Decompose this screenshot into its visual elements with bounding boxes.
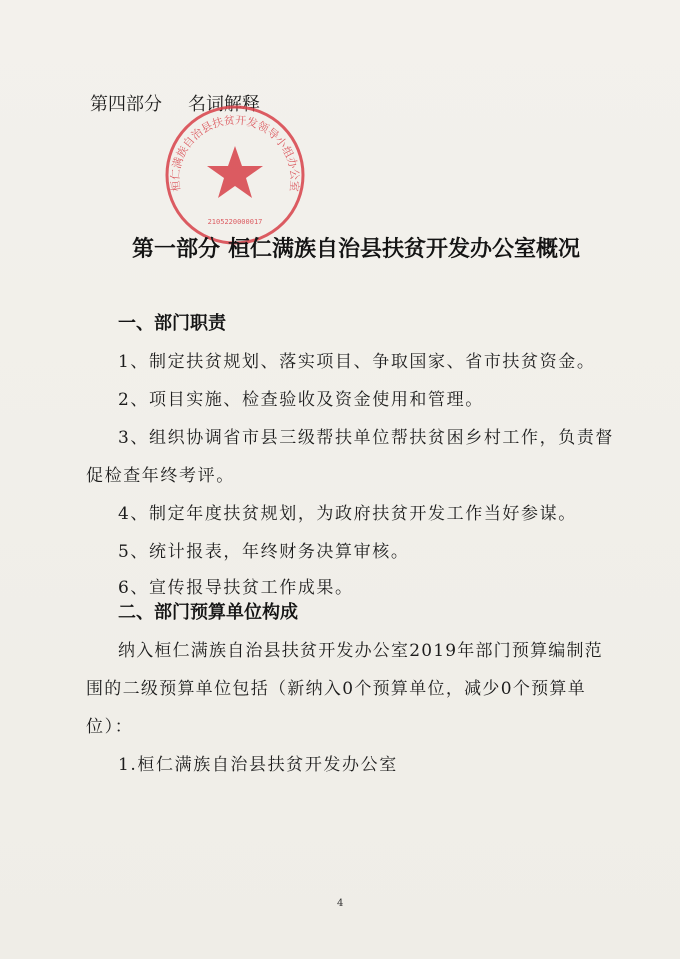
section2-para-line-3: 位）： [86, 717, 134, 737]
duty-item-2: 2、项目实施、检查验收及资金使用和管理。 [118, 390, 484, 410]
title-name: 桓仁满族自治县扶贫开发办公室概况 [228, 237, 581, 262]
seal-text: 桓仁满族自治县扶贫开发领导小组办公室 [168, 113, 302, 193]
duty-item-1: 1、制定扶贫规划、落实项目、争取国家、省市扶贫资金。 [118, 352, 596, 372]
budget-unit-item: 1.桓仁满族自治县扶贫开发办公室 [118, 755, 398, 775]
page-title [132, 232, 580, 263]
official-seal [160, 100, 310, 250]
section1-heading: 一、部门职责 [118, 313, 226, 334]
seal-star-icon [207, 146, 263, 198]
duty-item-5: 5、统计报表，年终财务决算审核。 [118, 542, 410, 562]
duty-item-3-cont: 促检查年终考评。 [86, 466, 235, 486]
duty-item-6: 6、宣传报导扶贫工作成果。 [118, 578, 354, 598]
section2-para-line-2: 围的二级预算单位包括（新纳入0个预算单位，减少0个预算单 [86, 679, 587, 699]
title-part: 第一部分 [132, 237, 221, 262]
duty-item-4: 4、制定年度扶贫规划，为政府扶贫开发工作当好参谋。 [118, 504, 577, 524]
seal-number: 2105220000017 [207, 218, 263, 226]
section2-heading: 二、部门预算单位构成 [118, 602, 298, 623]
toc-name: 名词解释 [188, 94, 260, 115]
page-number: 4 [337, 898, 344, 909]
toc-part: 第四部分 [90, 94, 162, 115]
duty-item-3: 3、组织协调省市县三级帮扶单位帮扶贫困乡村工作，负责督 [118, 428, 615, 448]
section2-para-line-1: 纳入桓仁满族自治县扶贫开发办公室2019年部门预算编制范 [118, 641, 603, 661]
